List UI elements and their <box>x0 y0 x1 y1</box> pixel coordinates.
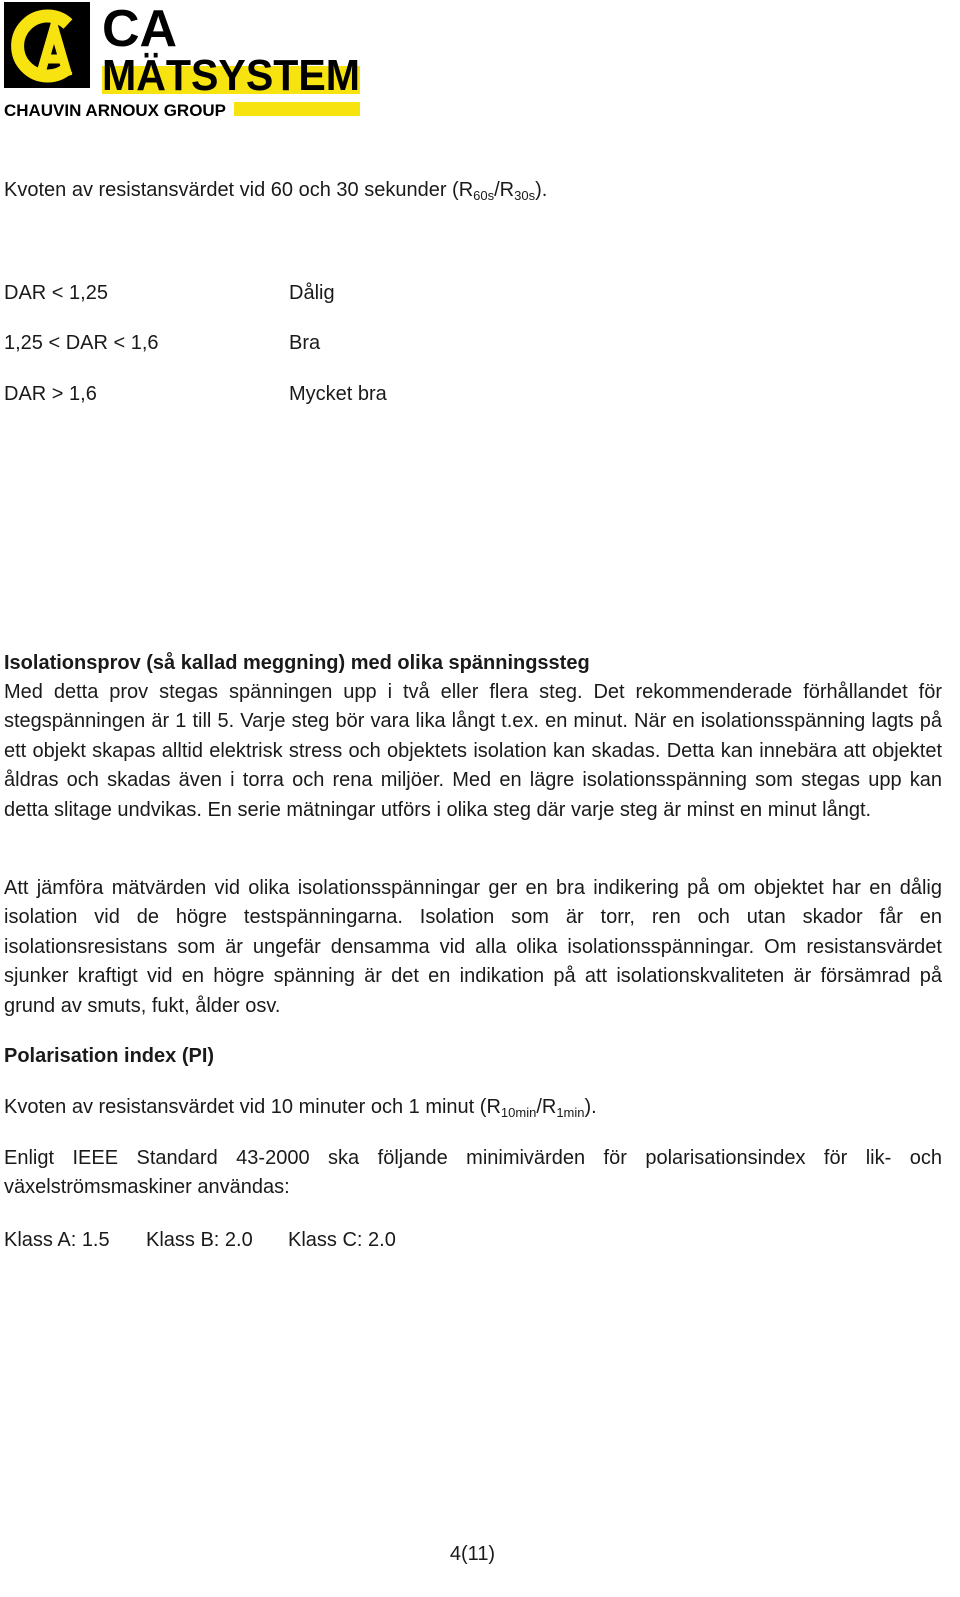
pi-intro-suffix: ). <box>584 1096 597 1118</box>
pi-heading: Polarisation index (PI) <box>4 1045 215 1067</box>
pi-class-a: Klass A: 1.5 <box>4 1229 110 1251</box>
dar-rating-3: Mycket bra <box>289 383 387 405</box>
dar-intro-sub1: 60s <box>473 188 495 203</box>
step-test-paragraph-2: Att jämföra mätvärden vid olika isolationsspänningar ger en bra indikering på om objektet har en dålig isolation vid de högre testspänningarna. Isolation som är torr, ren och utan skador får en isolationsresistans som är ungefär densamma vid alla olika isolationsspänningar. Om resistansvärdet sjunker kraftigt vid en högre spänning är det en indikation på att isolationskvaliteten är försämrad på grund av smuts, fukt, ålder osv. <box>4 877 942 1017</box>
dar-rating-2: Bra <box>289 332 321 354</box>
dar-condition-3: DAR > 1,6 <box>4 383 97 405</box>
dar-rating-1: Dålig <box>289 282 335 304</box>
dar-intro-suffix: ). <box>535 179 548 201</box>
pi-class-b: Klass B: 2.0 <box>146 1229 253 1251</box>
pi-intro-mid: /R <box>536 1096 557 1118</box>
pi-intro <box>4 1093 597 1122</box>
pi-intro-sub2: 1min <box>556 1105 585 1120</box>
dar-intro <box>4 176 547 205</box>
dar-condition-1: DAR < 1,25 <box>4 282 108 304</box>
dar-condition-2: 1,25 < DAR < 1,6 <box>4 332 159 354</box>
logo-line2: MÄTSYSTEM <box>102 51 360 100</box>
page-number: 4(11) <box>449 1543 496 1565</box>
dar-intro-prefix: Kvoten av resistansvärdet vid 60 och 30 sekunder (R <box>4 179 474 201</box>
pi-intro-sub1: 10min <box>500 1105 537 1120</box>
dar-intro-sub2: 30s <box>514 188 536 203</box>
pi-standard-text: Enligt IEEE Standard 43-2000 ska följande minimivärden för polarisationsindex för lik- och växelströmsmaskiner användas: <box>4 1147 942 1199</box>
dar-intro-mid: /R <box>494 179 515 201</box>
logo-line1: CA <box>102 2 178 58</box>
ca-matsystem-logo <box>4 2 364 120</box>
pi-class-c: Klass C: 2.0 <box>288 1229 396 1251</box>
logo-tagline-band <box>234 102 360 116</box>
step-test-paragraph-1: Med detta prov stegas spänningen upp i två eller flera steg. Det rekommenderade förhållandet för stegspänningen är 1 till 5. Varje steg bör vara lika långt t.ex. en minut. När en isolationsspänning lagts på ett objekt skapas alltid elektrisk stress och objektets isolation kan skadas. Detta kan innebära att objektet åldras och skadas även i torra och rena miljöer. Med en lägre isolationsspänning som stegas upp kan detta slitage undvikas. En serie mätningar utförs i olika steg där varje steg är minst en minut långt. <box>4 681 942 821</box>
step-test-heading: Isolationsprov (så kallad meggning) med olika spänningssteg <box>4 652 590 674</box>
pi-intro-prefix: Kvoten av resistansvärdet vid 10 minuter och 1 minut (R <box>4 1096 501 1118</box>
logo-tagline: CHAUVIN ARNOUX GROUP <box>4 101 226 120</box>
